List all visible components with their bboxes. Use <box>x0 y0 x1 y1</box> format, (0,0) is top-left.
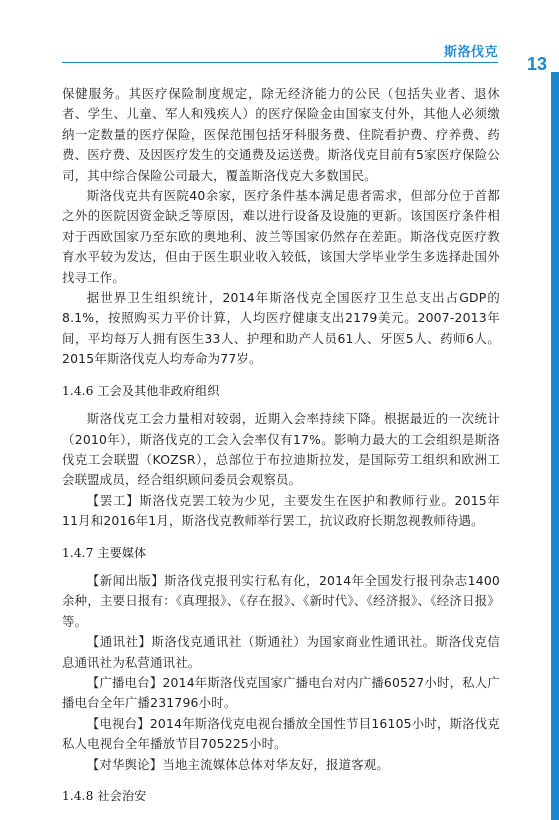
section-heading-public-security: 1.4.8 社会治安 <box>62 789 147 803</box>
paragraph-unions: 斯洛伐克工会力量相对较弱，近期入会率持续下降。根据最近的一次统计（2010年），斯洛伐克的工会入会率仅有17%。影响力最大的工会组织是斯洛伐克工会联盟（KOZSR），总部位于布拉迪斯拉发，是国际劳工组织和欧洲工会联盟成员，经合组织顾问委员会观察员。 <box>62 411 500 488</box>
paragraph-television: 【电视台】2014年斯洛伐克电视台播放全国性节目16105小时，斯洛伐克私人电视台全年播放节目705225小时。 <box>62 715 500 752</box>
header-rule <box>62 62 498 63</box>
paragraph-press: 【新闻出版】斯洛伐克报刊实行私有化，2014年全国发行报刊杂志1400余种，主要日报有：《真理报》、《存在报》、《新时代》、《经济报》、《经济日报》等。 <box>62 572 500 629</box>
section-heading-unions: 1.4.6 工会及其他非政府组织 <box>62 383 220 398</box>
paragraph-healthcare-insurance: 保健服务。其医疗保险制度规定，除无经济能力的公民（包括失业者、退休者、学生、儿童、军人和残疾人）的医疗保险金由国家支付外，其他人必须缴纳一定数量的医疗保险，医保范围包括牙科服务费、住院看护费、疗养费、药费、医疗费、及因医疗发生的交通费及运送费。斯洛伐克目前有5家医疗保险公司，其中综合保险公司最大，覆盖斯洛伐克大多数国民。 <box>62 86 500 183</box>
running-header-title: 斯洛伐克 <box>443 45 498 60</box>
paragraph-strikes: 【罢工】斯洛伐克罢工较为少见，主要发生在医护和教师行业。2015年11月和2016年1月，斯洛伐克教师举行罢工，抗议政府长期忽视教师待遇。 <box>62 492 500 529</box>
paragraph-china-opinion: 【对华舆论】当地主流媒体总体对华友好，报道客观。 <box>86 756 389 772</box>
paragraph-news-agency: 【通讯社】斯洛伐克通讯社（斯通社）为国家商业性通讯社。斯洛伐克信息通讯社为私营通讯社。 <box>62 634 500 670</box>
paragraph-who-statistics: 据世界卫生组织统计，2014年斯洛伐克全国医疗卫生总支出占GDP的8.1%，按照购买力平价计算，人均医疗健康支出2179美元。2007-2013年间，平均每万人拥有医生33人、护理和助产人员61人、牙医5人、药师6人。2015年斯洛伐克人均寿命为77岁。 <box>62 290 500 367</box>
section-heading-media: 1.4.7 主要媒体 <box>62 545 147 560</box>
page-body <box>62 84 500 814</box>
paragraph-hospitals: 斯洛伐克共有医院40余家，医疗条件基本满足患者需求，但部分位于首都之外的医院因资金缺乏等原因，难以进行设备及设施的更新。该国医疗条件相对于西欧国家乃至东欧的奥地利、波兰等国家仍然存在差距。斯洛伐克医疗教育水平较为发达，但由于医生职业收入较低，该国大学毕业学生多选择赴国外找寻工作。 <box>62 188 500 285</box>
paragraph-radio: 【广播电台】2014年斯洛伐克国家广播电台对内广播60527小时，私人广播电台全年广播231796小时。 <box>62 674 500 711</box>
side-accent-bar <box>551 72 559 820</box>
page-number: 13 <box>526 54 547 74</box>
